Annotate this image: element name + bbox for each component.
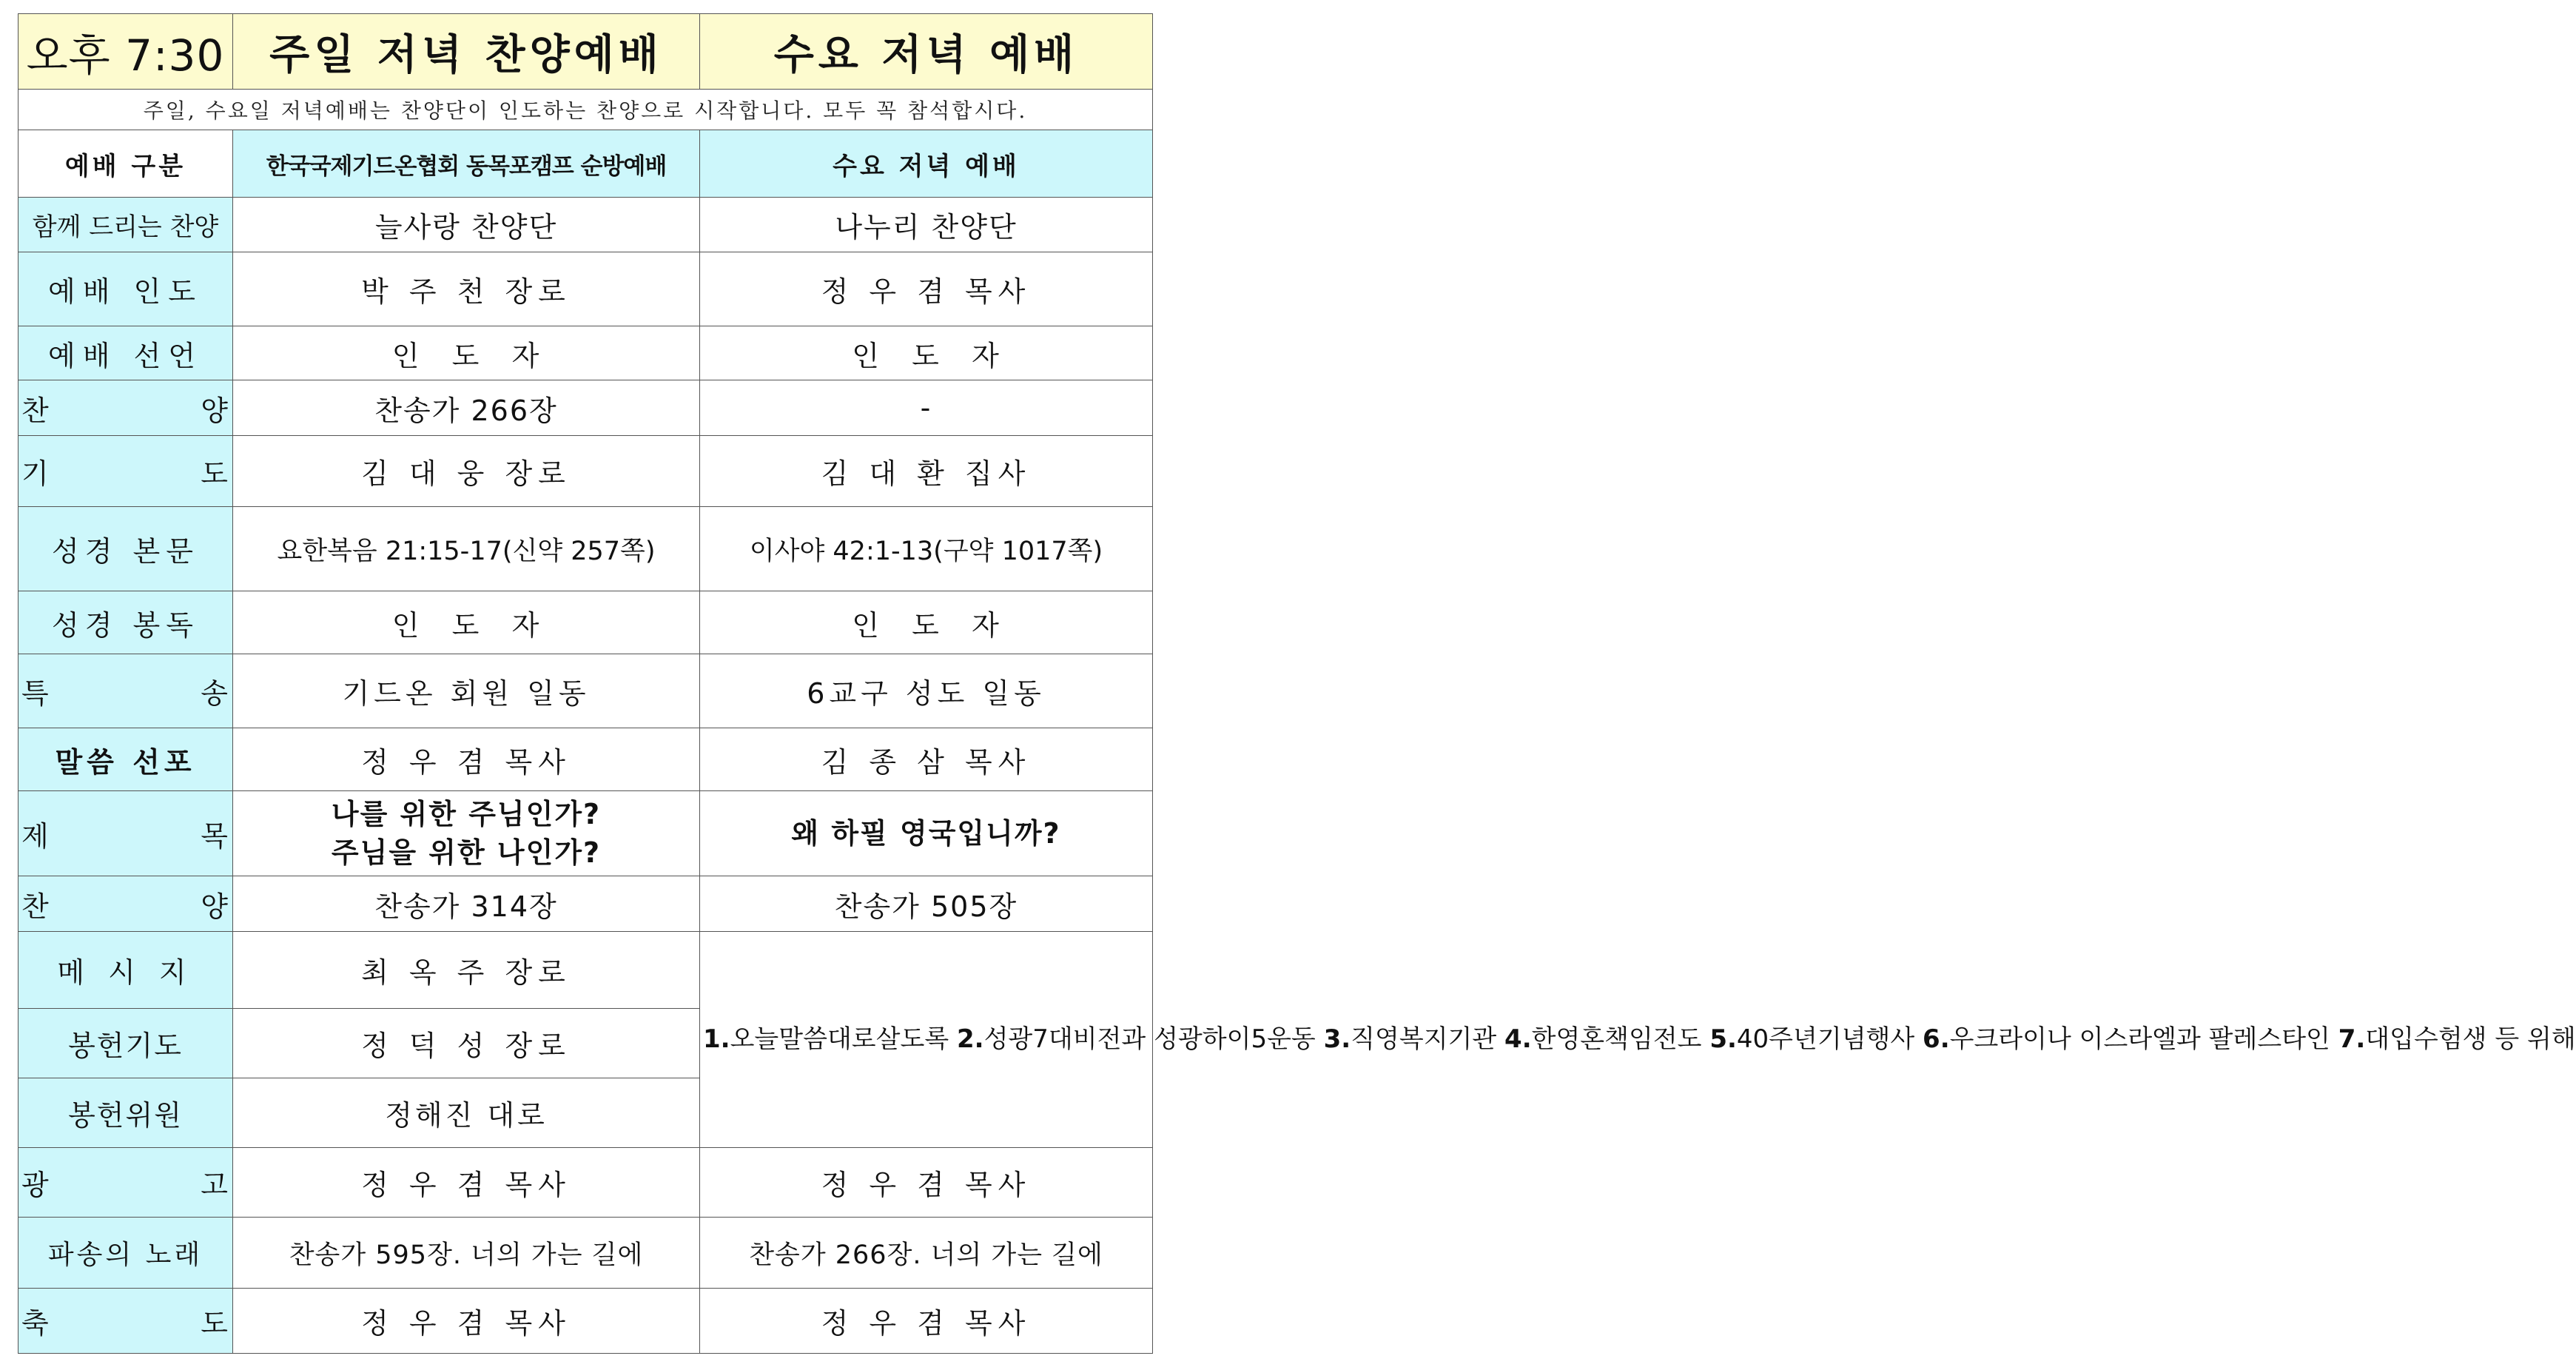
row-label-offering-prayer: 봉헌기도 bbox=[19, 1009, 233, 1078]
prayer-item: 7.대입수험생 등 위해 bbox=[2338, 1024, 2576, 1054]
row-label-message: 메 시 지 bbox=[19, 932, 233, 1009]
wednesday-benediction: 정 우 겸 목사 bbox=[700, 1289, 1153, 1354]
sunday-sending-song: 찬송가 595장. 너의 가는 길에 bbox=[233, 1218, 700, 1289]
wednesday-hymn1: - bbox=[700, 380, 1153, 436]
row-label-announcements: 광 고 bbox=[19, 1148, 233, 1218]
table-row bbox=[19, 932, 1153, 1009]
table-row bbox=[19, 728, 1153, 791]
sunday-announcements: 정 우 겸 목사 bbox=[233, 1148, 700, 1218]
notice-text: 주일, 수요일 저녁예배는 찬양단이 인도하는 찬양으로 시작합니다. 모두 꼭 참석합시다. bbox=[19, 90, 1153, 130]
row-label-leader: 예배 인도 bbox=[19, 252, 233, 326]
sunday-praise-team: 늘사랑 찬양단 bbox=[233, 198, 700, 252]
row-label-scripture: 성경 본문 bbox=[19, 507, 233, 591]
table-row bbox=[19, 591, 1153, 654]
column-header-row bbox=[19, 130, 1153, 198]
sunday-offering-staff: 정해진 대로 bbox=[233, 1078, 700, 1148]
wednesday-sermon: 김 종 삼 목사 bbox=[700, 728, 1153, 791]
row-label-sending-song: 파송의 노래 bbox=[19, 1218, 233, 1289]
service-time: 오후 7:30 bbox=[19, 14, 233, 90]
wednesday-sending-song: 찬송가 266장. 너의 가는 길에 bbox=[700, 1218, 1153, 1289]
prayer-item: 2.성광7대비전과 성광하이5운동 bbox=[956, 1024, 1324, 1054]
sunday-hymn1: 찬송가 266장 bbox=[233, 380, 700, 436]
wednesday-prayer: 김 대 환 집사 bbox=[700, 436, 1153, 507]
column-label-header: 예배 구분 bbox=[19, 130, 233, 198]
row-label-hymn1: 찬 양 bbox=[19, 380, 233, 436]
row-label-special: 특 송 bbox=[19, 654, 233, 728]
row-label-benediction: 축 도 bbox=[19, 1289, 233, 1354]
sunday-sermon: 정 우 겸 목사 bbox=[233, 728, 700, 791]
wednesday-prayer-topics bbox=[700, 932, 2576, 1148]
table-row bbox=[19, 326, 1153, 380]
sunday-reading: 인 도 자 bbox=[233, 591, 700, 654]
sunday-hymn2: 찬송가 314장 bbox=[233, 876, 700, 932]
table-row bbox=[19, 507, 1153, 591]
prayer-item: 1.오늘말씀대로살도록 bbox=[703, 1024, 957, 1054]
sunday-special: 기드온 회원 일동 bbox=[233, 654, 700, 728]
sunday-title-line2: 주님을 위한 나인가? bbox=[331, 836, 602, 869]
sunday-scripture: 요한복음 21:15-17(신약 257쪽) bbox=[233, 507, 700, 591]
sunday-leader: 박 주 천 장로 bbox=[233, 252, 700, 326]
row-label-offering-staff: 봉헌위원 bbox=[19, 1078, 233, 1148]
wednesday-scripture: 이사야 42:1-13(구약 1017쪽) bbox=[700, 507, 1153, 591]
notice-row bbox=[19, 90, 1153, 130]
worship-program-table bbox=[18, 13, 2576, 1354]
table-row bbox=[19, 198, 1153, 252]
table-row bbox=[19, 252, 1153, 326]
row-label-call: 예배 선언 bbox=[19, 326, 233, 380]
sunday-title-line1: 나를 위한 주님인가? bbox=[331, 798, 602, 830]
prayer-item: 5.40주년기념행사 bbox=[1709, 1024, 1923, 1054]
wednesday-sermon-title: 왜 하필 영국입니까? bbox=[700, 791, 1153, 876]
prayer-item: 4.한영혼책임전도 bbox=[1504, 1024, 1710, 1054]
table-row bbox=[19, 436, 1153, 507]
row-label-reading: 성경 봉독 bbox=[19, 591, 233, 654]
table-row bbox=[19, 1148, 1153, 1218]
wednesday-praise-team: 나누리 찬양단 bbox=[700, 198, 1153, 252]
wednesday-leader: 정 우 겸 목사 bbox=[700, 252, 1153, 326]
row-label-prayer: 기 도 bbox=[19, 436, 233, 507]
row-label-sermon: 말씀 선포 bbox=[19, 728, 233, 791]
row-label-hymn2: 찬 양 bbox=[19, 876, 233, 932]
row-label-praise-team: 함께 드리는 찬양 bbox=[19, 198, 233, 252]
table-row bbox=[19, 1289, 1153, 1354]
sunday-sermon-title bbox=[233, 791, 700, 876]
wednesday-service-title: 수요 저녁 예배 bbox=[700, 14, 1153, 90]
table-row bbox=[19, 1218, 1153, 1289]
column-sunday-header: 한국국제기드온협회 동목포캠프 순방예배 bbox=[233, 130, 700, 198]
header-row bbox=[19, 14, 1153, 90]
sunday-service-title: 주일 저녁 찬양예배 bbox=[233, 14, 700, 90]
sunday-call: 인 도 자 bbox=[233, 326, 700, 380]
sunday-offering-prayer: 정 덕 성 장로 bbox=[233, 1009, 700, 1078]
wednesday-announcements: 정 우 겸 목사 bbox=[700, 1148, 1153, 1218]
table-row bbox=[19, 654, 1153, 728]
prayer-item: 6.우크라이나 이스라엘과 팔레스타인 bbox=[1923, 1024, 2338, 1054]
table-row bbox=[19, 380, 1153, 436]
sunday-benediction: 정 우 겸 목사 bbox=[233, 1289, 700, 1354]
table-row bbox=[19, 876, 1153, 932]
sunday-prayer: 김 대 웅 장로 bbox=[233, 436, 700, 507]
table-row bbox=[19, 791, 1153, 876]
row-label-title: 제 목 bbox=[19, 791, 233, 876]
wednesday-reading: 인 도 자 bbox=[700, 591, 1153, 654]
prayer-item: 3.직영복지기관 bbox=[1323, 1024, 1505, 1054]
wednesday-call: 인 도 자 bbox=[700, 326, 1153, 380]
column-wednesday-header: 수요 저녁 예배 bbox=[700, 130, 1153, 198]
sunday-message: 최 옥 주 장로 bbox=[233, 932, 700, 1009]
wednesday-special: 6교구 성도 일동 bbox=[700, 654, 1153, 728]
wednesday-hymn2: 찬송가 505장 bbox=[700, 876, 1153, 932]
